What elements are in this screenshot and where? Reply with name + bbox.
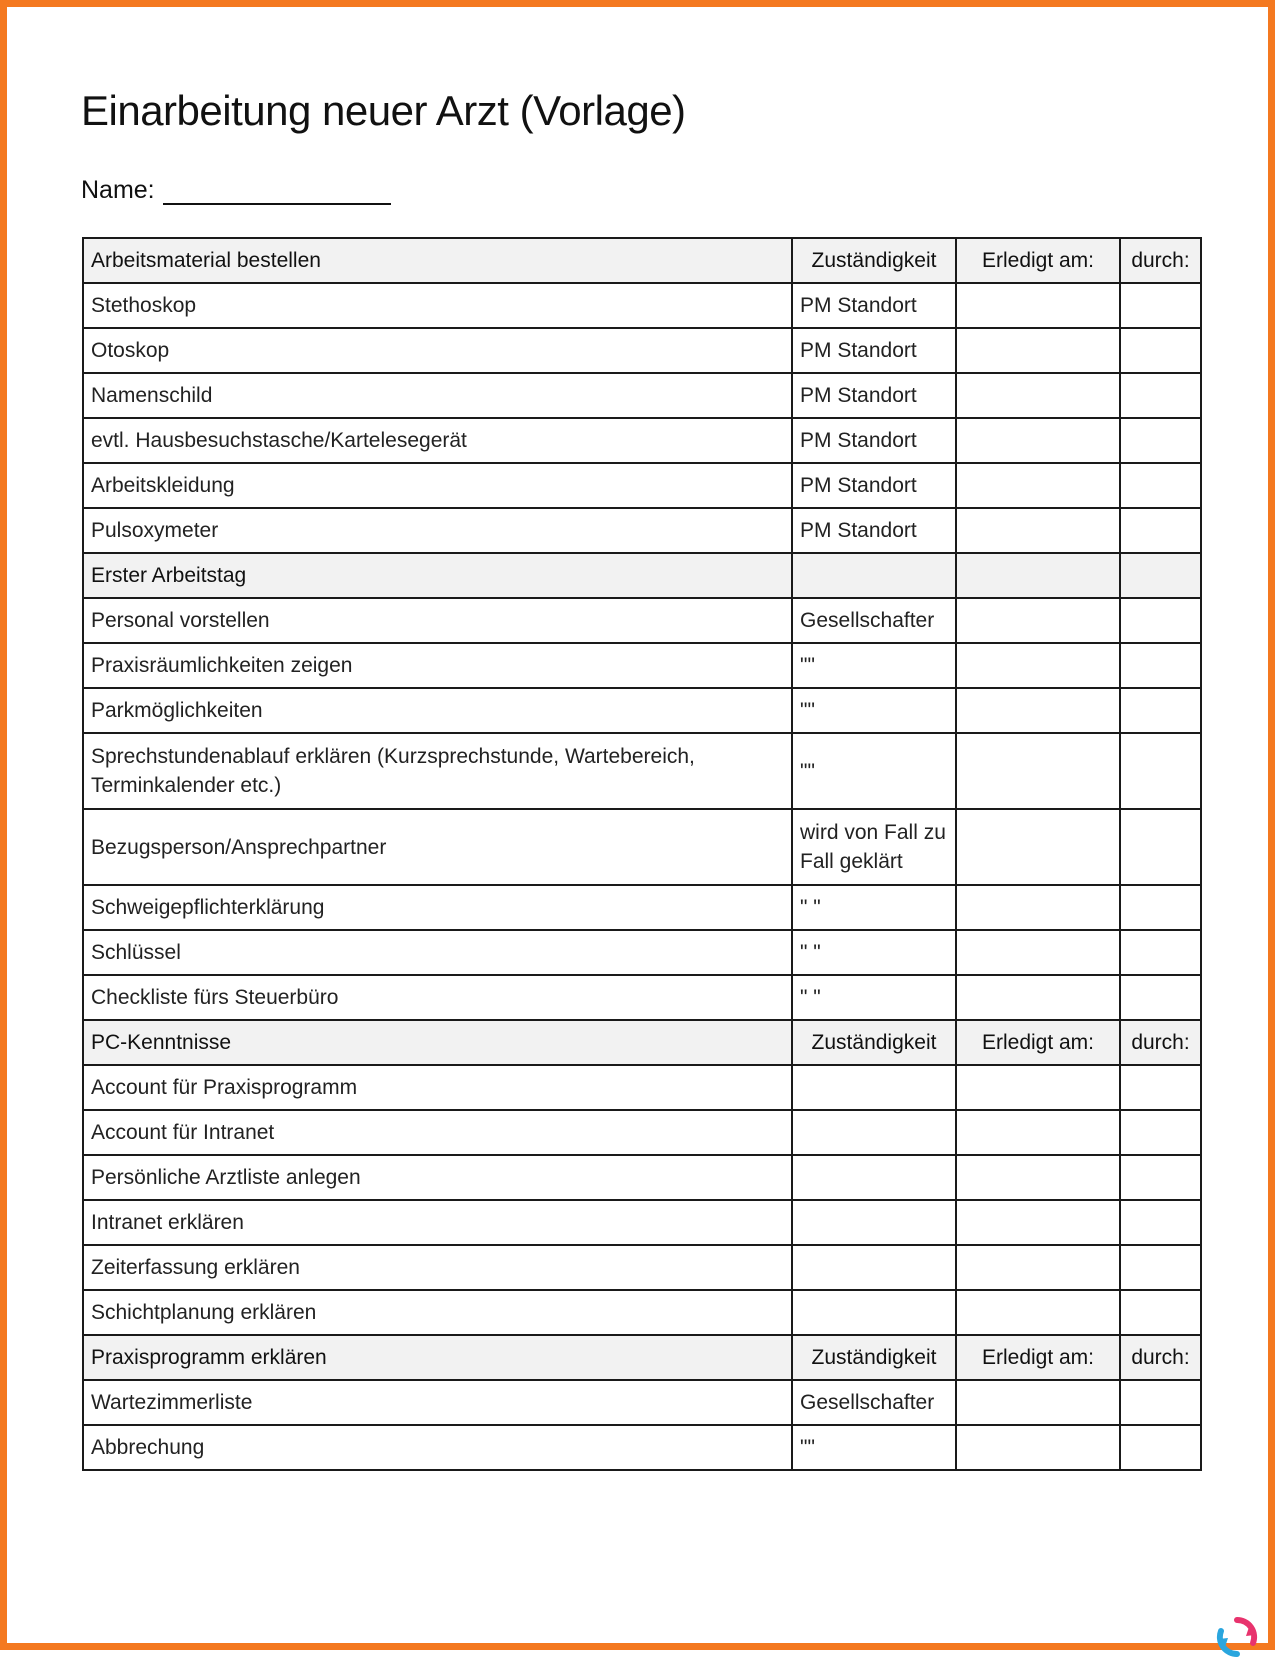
done-by-cell[interactable]: [1120, 1200, 1201, 1245]
done-by-cell[interactable]: [1120, 283, 1201, 328]
header-durch: durch:: [1120, 1335, 1201, 1380]
responsible-cell: " ": [792, 885, 956, 930]
responsible-cell: PM Standort: [792, 328, 956, 373]
header-erledigt-am: Erledigt am:: [956, 1335, 1120, 1380]
onboarding-checklist-table: [82, 237, 1202, 1471]
header-erledigt-am: Erledigt am:: [956, 1020, 1120, 1065]
done-by-cell[interactable]: [1120, 1245, 1201, 1290]
done-by-cell[interactable]: [1120, 975, 1201, 1020]
done-date-cell[interactable]: [956, 885, 1120, 930]
done-by-cell[interactable]: [1120, 418, 1201, 463]
header-zustaendigkeit: Zuständigkeit: [792, 238, 956, 283]
done-date-cell[interactable]: [956, 1200, 1120, 1245]
task-cell: Intranet erklären: [83, 1200, 792, 1245]
done-date-cell[interactable]: [956, 1380, 1120, 1425]
document-title: Einarbeitung neuer Arzt (Vorlage): [81, 87, 686, 134]
done-date-cell[interactable]: [956, 1110, 1120, 1155]
section-header-row: [83, 553, 1201, 598]
task-cell: Checkliste fürs Steuerbüro: [83, 975, 792, 1020]
table-row: [83, 1380, 1201, 1425]
section-title: Praxisprogramm erklären: [83, 1335, 792, 1380]
table-row: [83, 975, 1201, 1020]
header-durch: durch:: [1120, 238, 1201, 283]
section-header-row: [83, 1335, 1201, 1380]
responsible-cell: [792, 1290, 956, 1335]
table-row: [83, 733, 1201, 809]
responsible-cell: PM Standort: [792, 508, 956, 553]
table-row: [83, 283, 1201, 328]
done-date-cell[interactable]: [956, 328, 1120, 373]
responsible-cell: [792, 1110, 956, 1155]
header-erledigt-am: [956, 553, 1120, 598]
table-row: [83, 1110, 1201, 1155]
done-by-cell[interactable]: [1120, 885, 1201, 930]
task-cell: Sprechstundenablauf erklären (Kurzsprechstunde, Wartebereich, Terminkalender etc.): [83, 733, 792, 809]
done-by-cell[interactable]: [1120, 1155, 1201, 1200]
task-cell: Schweigepflichterklärung: [83, 885, 792, 930]
responsible-cell: "": [792, 688, 956, 733]
header-erledigt-am: Erledigt am:: [956, 238, 1120, 283]
done-date-cell[interactable]: [956, 643, 1120, 688]
table-row: [83, 508, 1201, 553]
responsible-cell: " ": [792, 930, 956, 975]
done-by-cell[interactable]: [1120, 733, 1201, 809]
table-row: [83, 1200, 1201, 1245]
task-cell: Pulsoxymeter: [83, 508, 792, 553]
responsible-cell: "": [792, 733, 956, 809]
table-row: [83, 463, 1201, 508]
table-row: [83, 809, 1201, 885]
table-row: [83, 598, 1201, 643]
header-zustaendigkeit: Zuständigkeit: [792, 1020, 956, 1065]
done-by-cell[interactable]: [1120, 598, 1201, 643]
responsible-cell: [792, 1155, 956, 1200]
done-by-cell[interactable]: [1120, 463, 1201, 508]
section-header-row: [83, 238, 1201, 283]
responsible-cell: PM Standort: [792, 373, 956, 418]
done-by-cell[interactable]: [1120, 508, 1201, 553]
task-cell: Schichtplanung erklären: [83, 1290, 792, 1335]
task-cell: Persönliche Arztliste anlegen: [83, 1155, 792, 1200]
done-date-cell[interactable]: [956, 1245, 1120, 1290]
header-durch: durch:: [1120, 1020, 1201, 1065]
section-header-row: [83, 1020, 1201, 1065]
table-row: [83, 643, 1201, 688]
name-blank-line[interactable]: [163, 175, 391, 205]
circular-arrows-icon: [1215, 1615, 1259, 1659]
done-by-cell[interactable]: [1120, 373, 1201, 418]
responsible-cell: PM Standort: [792, 463, 956, 508]
header-durch: [1120, 553, 1201, 598]
done-by-cell[interactable]: [1120, 1290, 1201, 1335]
responsible-cell: wird von Fall zu Fall geklärt: [792, 809, 956, 885]
task-cell: Otoskop: [83, 328, 792, 373]
done-by-cell[interactable]: [1120, 688, 1201, 733]
task-cell: Schlüssel: [83, 930, 792, 975]
header-zustaendigkeit: Zuständigkeit: [792, 1335, 956, 1380]
done-date-cell[interactable]: [956, 418, 1120, 463]
responsible-cell: "": [792, 1425, 956, 1470]
table-row: [83, 1155, 1201, 1200]
done-date-cell[interactable]: [956, 508, 1120, 553]
task-cell: Account für Praxisprogramm: [83, 1065, 792, 1110]
table-row: [83, 1245, 1201, 1290]
table-row: [83, 418, 1201, 463]
name-label: Name:: [81, 176, 155, 204]
task-cell: Abbrechung: [83, 1425, 792, 1470]
task-cell: Praxisräumlichkeiten zeigen: [83, 643, 792, 688]
done-by-cell[interactable]: [1120, 930, 1201, 975]
done-date-cell[interactable]: [956, 1065, 1120, 1110]
task-cell: Wartezimmerliste: [83, 1380, 792, 1425]
task-cell: Parkmöglichkeiten: [83, 688, 792, 733]
task-cell: Zeiterfassung erklären: [83, 1245, 792, 1290]
task-cell: Namenschild: [83, 373, 792, 418]
done-by-cell[interactable]: [1120, 328, 1201, 373]
table-row: [83, 328, 1201, 373]
done-date-cell[interactable]: [956, 1290, 1120, 1335]
responsible-cell: Gesellschafter: [792, 1380, 956, 1425]
responsible-cell: " ": [792, 975, 956, 1020]
done-by-cell[interactable]: [1120, 643, 1201, 688]
task-cell: Account für Intranet: [83, 1110, 792, 1155]
table-row: [83, 885, 1201, 930]
responsible-cell: Gesellschafter: [792, 598, 956, 643]
done-by-cell[interactable]: [1120, 1110, 1201, 1155]
done-by-cell[interactable]: [1120, 1425, 1201, 1470]
done-by-cell[interactable]: [1120, 1065, 1201, 1110]
responsible-cell: PM Standort: [792, 418, 956, 463]
table-row: [83, 1290, 1201, 1335]
section-title: PC-Kenntnisse: [83, 1020, 792, 1065]
done-date-cell[interactable]: [956, 283, 1120, 328]
done-date-cell[interactable]: [956, 688, 1120, 733]
done-date-cell[interactable]: [956, 463, 1120, 508]
done-date-cell[interactable]: [956, 809, 1120, 885]
task-cell: Stethoskop: [83, 283, 792, 328]
task-cell: evtl. Hausbesuchstasche/Kartelesegerät: [83, 418, 792, 463]
table-row: [83, 930, 1201, 975]
table-row: [83, 688, 1201, 733]
done-date-cell[interactable]: [956, 930, 1120, 975]
name-field: [81, 175, 391, 205]
responsible-cell: [792, 1245, 956, 1290]
table-row: [83, 373, 1201, 418]
responsible-cell: [792, 1200, 956, 1245]
section-title: Arbeitsmaterial bestellen: [83, 238, 792, 283]
task-cell: Arbeitskleidung: [83, 463, 792, 508]
done-date-cell[interactable]: [956, 598, 1120, 643]
table-row: [83, 1425, 1201, 1470]
header-zustaendigkeit: [792, 553, 956, 598]
done-date-cell[interactable]: [956, 975, 1120, 1020]
done-date-cell[interactable]: [956, 1155, 1120, 1200]
table-row: [83, 1065, 1201, 1110]
done-by-cell[interactable]: [1120, 1380, 1201, 1425]
responsible-cell: PM Standort: [792, 283, 956, 328]
responsible-cell: "": [792, 643, 956, 688]
responsible-cell: [792, 1065, 956, 1110]
done-date-cell[interactable]: [956, 1425, 1120, 1470]
section-title: Erster Arbeitstag: [83, 553, 792, 598]
done-date-cell[interactable]: [956, 733, 1120, 809]
task-cell: Personal vorstellen: [83, 598, 792, 643]
done-by-cell[interactable]: [1120, 809, 1201, 885]
task-cell: Bezugsperson/Ansprechpartner: [83, 809, 792, 885]
done-date-cell[interactable]: [956, 373, 1120, 418]
